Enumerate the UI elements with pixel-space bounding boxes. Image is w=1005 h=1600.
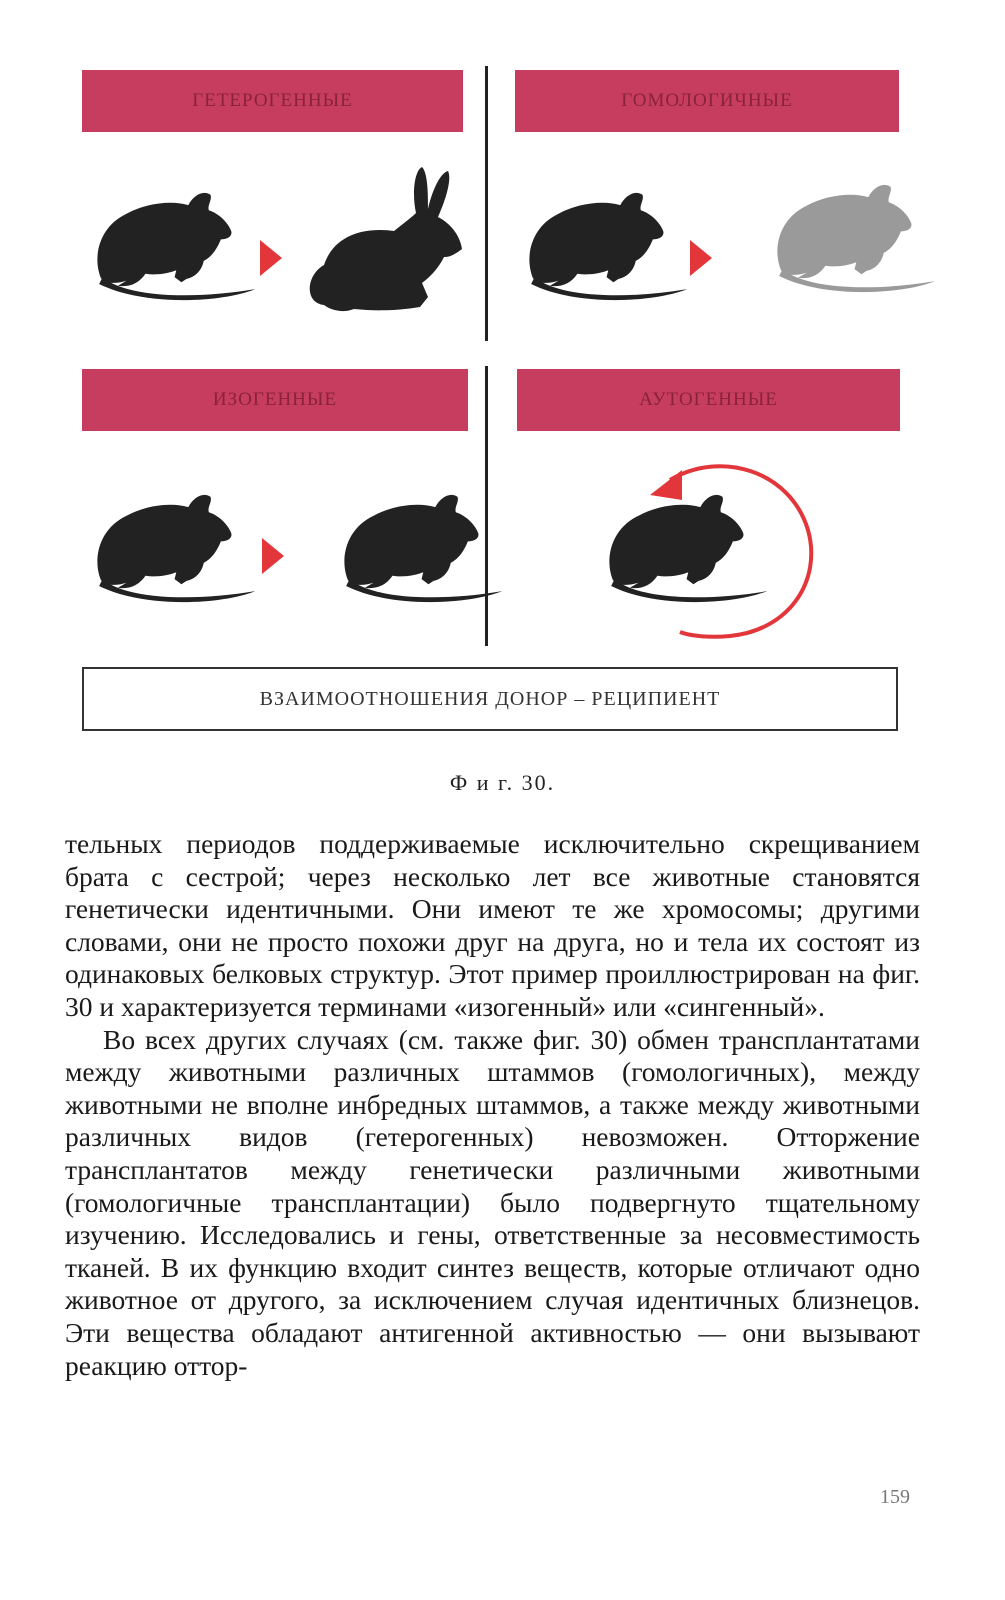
figure-caption: ВЗАИМООТНОШЕНИЯ ДОНОР – РЕЦИПИЕНТ <box>259 687 721 710</box>
rat-recipient-gray-icon <box>758 180 958 300</box>
figure-30 <box>0 0 1005 760</box>
banner-homologous: ГОМОЛОГИЧНЫЕ <box>515 70 899 132</box>
rabbit-recipient-icon <box>304 165 474 315</box>
banner-heterogeneous: ГЕТЕРОГЕННЫЕ <box>82 70 463 132</box>
vertical-divider <box>485 66 488 341</box>
arrow-icon <box>262 538 284 574</box>
paragraph: тельных периодов поддерживаемые исключительно скрещиванием брата с сестрой; через несколько лет все животные становятся генетически идентичными. Они имеют те же хромосомы; другими словами, они не просто похожи друг на друга, но и тела их состоят из одинаковых белковых структур. Этот пример проиллюстрирован на фиг. 30 и характеризуется терминами «изогенный» или «сингенный». <box>65 828 920 1022</box>
rat-donor-icon <box>78 188 278 308</box>
page-number: 159 <box>880 1486 910 1508</box>
arrow-icon <box>690 240 712 276</box>
rat-donor-icon <box>78 490 278 610</box>
rat-donor-icon <box>510 188 710 308</box>
banner-autogenic: АУТОГЕННЫЕ <box>517 369 900 431</box>
arrow-icon <box>260 240 282 276</box>
figure-label: Ф и г. 30. <box>449 770 556 795</box>
body-text <box>65 828 920 1382</box>
paragraph: Во всех других случаях (см. также фиг. 30) обмен трансплантатами между животными различных штаммов (гомологичных), между животными не вполне инбредных штаммов, а также между животными различных видов (гетерогенных) невозможен. Отторжение трансплантатов между генетически различными животными (гомологичные трансплантации) было подвергнуто тщательному изучению. Исследовались и гены, ответственные за несовместимость тканей. В их функцию входит синтез веществ, которые отличают одно животное от другого, за исключением случая идентичных близнецов. Эти вещества обладают антигенной активностью — они вызывают реакцию оттор- <box>65 1023 920 1381</box>
rat-recipient-icon <box>325 490 525 610</box>
rat-self-icon <box>590 490 790 610</box>
banner-isogenic: ИЗОГЕННЫЕ <box>82 369 468 431</box>
figure-caption-box <box>82 667 898 731</box>
